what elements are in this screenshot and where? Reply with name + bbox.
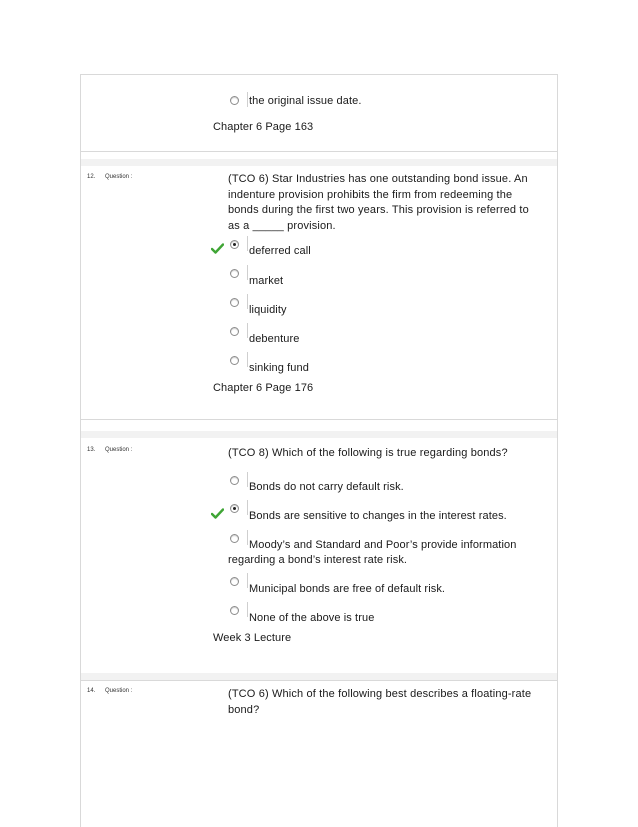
radio-button-icon[interactable]	[230, 327, 239, 336]
question-label: Question :	[105, 688, 133, 694]
option-divider	[247, 500, 248, 515]
option-text: debenture	[249, 333, 300, 345]
question-reference: Chapter 6 Page 176	[213, 382, 314, 394]
option-divider	[247, 352, 248, 367]
radio-button-icon[interactable]	[230, 534, 239, 543]
question-reference: Week 3 Lecture	[213, 632, 292, 644]
radio-button-icon[interactable]	[230, 269, 239, 278]
question-divider	[81, 419, 557, 420]
option-text: sinking fund	[249, 362, 309, 374]
radio-button-icon[interactable]	[230, 240, 239, 249]
question-text-line: (TCO 6) Star Industries has one outstanding bond issue. An	[228, 173, 528, 185]
option-divider	[247, 530, 248, 545]
option-text: deferred call	[249, 245, 311, 257]
option-divider	[247, 236, 248, 251]
option-text: regarding a bond’s interest rate risk.	[228, 554, 408, 566]
option-text: Bonds are sensitive to changes in the interest rates.	[249, 510, 507, 522]
question-header-band	[81, 673, 557, 680]
option-divider	[247, 294, 248, 309]
question-header-band	[81, 431, 557, 438]
question-number: 12.	[87, 174, 96, 180]
question-text-line: as a _____ provision.	[228, 219, 336, 232]
option-text: None of the above is true	[249, 612, 375, 624]
quiz-review-frame	[80, 74, 558, 827]
radio-button-icon[interactable]	[230, 577, 239, 586]
question-text-line: (TCO 6) Which of the following best describes a floating-rate	[228, 688, 532, 700]
option-text: Bonds do not carry default risk.	[249, 481, 404, 493]
question-divider	[81, 680, 557, 681]
option-text: Municipal bonds are free of default risk.	[249, 583, 446, 595]
question-text: (TCO 8) Which of the following is true regarding bonds?	[228, 447, 508, 459]
radio-button-icon[interactable]	[230, 504, 239, 513]
question-number: 13.	[87, 447, 96, 453]
option-text: Moody’s and Standard and Poor’s provide information	[249, 539, 517, 551]
question-text-line: bonds during the first two years. This provision is referred to	[228, 204, 529, 216]
question-label: Question :	[105, 174, 133, 180]
checkmark-icon	[211, 243, 224, 254]
question-number: 14.	[87, 688, 96, 694]
option-divider	[247, 265, 248, 280]
radio-button-icon[interactable]	[230, 606, 239, 615]
question-text	[228, 172, 529, 234]
radio-button-icon[interactable]	[230, 476, 239, 485]
question-divider	[81, 151, 557, 152]
option-text: liquidity	[249, 304, 287, 316]
option-divider	[247, 323, 248, 338]
question-reference: Chapter 6 Page 163	[213, 121, 314, 133]
checkmark-icon	[211, 508, 224, 519]
option-divider	[247, 602, 248, 617]
option-divider	[247, 573, 248, 588]
question-text	[228, 687, 531, 718]
option-text: the original issue date.	[249, 95, 362, 107]
radio-button-icon[interactable]	[230, 298, 239, 307]
option-divider	[247, 92, 248, 107]
question-label: Question :	[105, 447, 133, 453]
radio-button-icon[interactable]	[230, 96, 239, 105]
question-text-line: bond?	[228, 703, 260, 716]
radio-button-icon[interactable]	[230, 356, 239, 365]
option-divider	[247, 472, 248, 487]
question-text-line: indenture provision prohibits the firm from redeeming the	[228, 188, 513, 201]
option-text: market	[249, 275, 284, 287]
question-header-band	[81, 159, 557, 166]
